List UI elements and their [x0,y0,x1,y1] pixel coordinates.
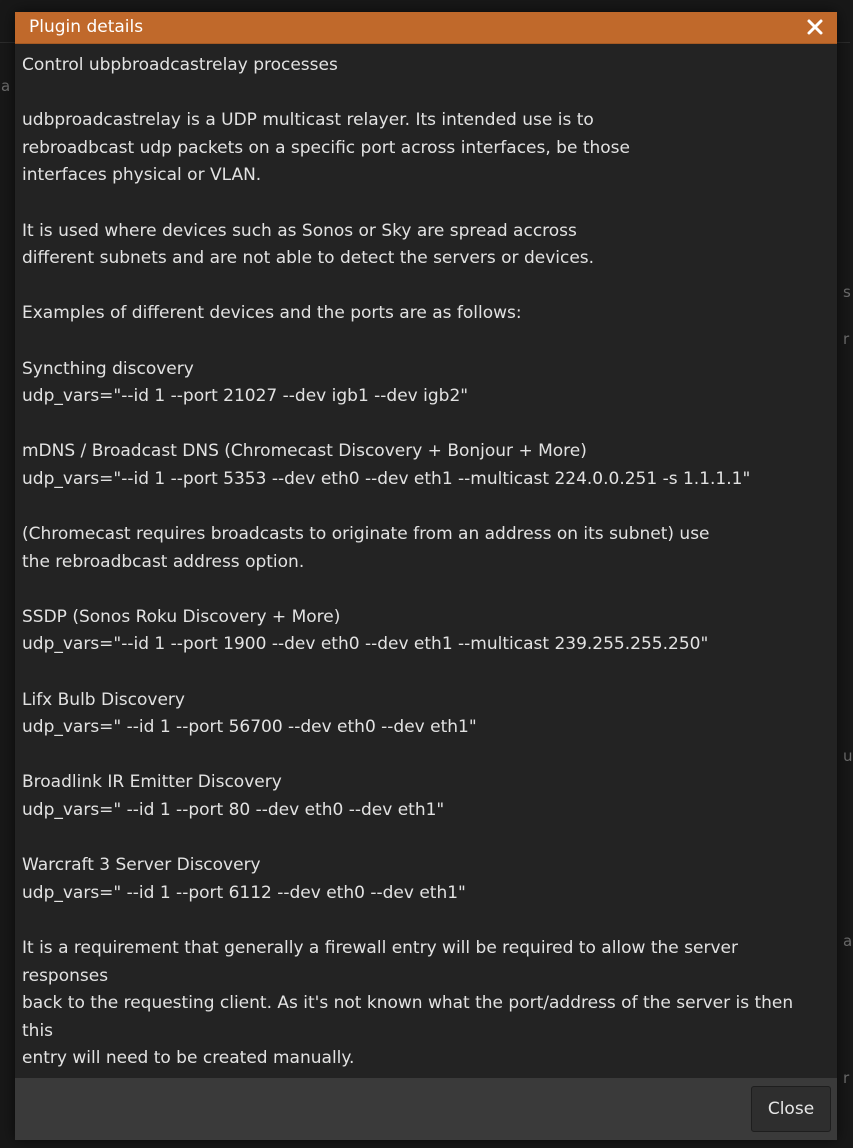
description-line: Control ubpbroadcastrelay processes [22,55,338,75]
close-icon[interactable] [803,15,827,39]
description-line: Lifx Bulb Discovery [22,689,185,710]
description-line: Warcraft 3 Server Discovery [22,855,261,876]
description-line: interfaces physical or VLAN. [22,165,262,186]
dialog-body [15,44,837,1078]
plugin-details-dialog [15,12,837,1140]
description-line: entry will need to be created manually. [22,1048,355,1069]
background-text-fragment: r [843,330,850,348]
description-line: Syncthing discovery [22,358,194,379]
description-line: back to the requesting client. As it's not known what the port/address of the server is then this [22,993,799,1041]
background-text-fragment: a [1,77,11,95]
description-line: udp_vars=" --id 1 --port 80 --dev eth0 --dev eth1" [22,800,445,821]
background-text-fragment: r [843,1069,850,1087]
description-line: rebroadbcast udp packets on a specific port across interfaces, be those [22,137,630,158]
background-text-fragment: s [843,283,851,301]
description-line: It is a requirement that generally a firewall entry will be required to allow the server responses [22,938,744,986]
description-line: (Chromecast requires broadcasts to originate from an address on its subnet) use [22,524,710,545]
background-text-fragment: a [843,932,853,950]
description-line: udp_vars="--id 1 --port 21027 --dev igb1 --dev igb2" [22,386,469,407]
description-line: SSDP (Sonos Roku Discovery + More) [22,606,341,627]
description-line: It is used where devices such as Sonos or Sky are spread accross [22,220,577,241]
description-line: udp_vars="--id 1 --port 5353 --dev eth0 --dev eth1 --multicast 224.0.0.251 -s 1.1.1.1" [22,468,751,489]
background-text-fragment: u [843,747,853,765]
dialog-title: Plugin details [29,17,144,37]
dialog-footer [15,1078,837,1140]
description-line: udp_vars=" --id 1 --port 56700 --dev eth0 --dev eth1" [22,717,477,738]
plugin-description [22,52,812,1128]
close-button[interactable]: Close [751,1086,831,1132]
description-line: udbproadcastrelay is a UDP multicast relayer. Its intended use is to [22,110,594,131]
description-line: mDNS / Broadcast DNS (Chromecast Discovery + Bonjour + More) [22,441,587,462]
description-line: udp_vars=" --id 1 --port 6112 --dev eth0 --dev eth1" [22,882,466,903]
description-line: different subnets and are not able to detect the servers or devices. [22,248,595,269]
dialog-header [15,12,837,44]
description-line: Broadlink IR Emitter Discovery [22,772,282,793]
description-line: the rebroadbcast address option. [22,551,305,572]
description-line: udp_vars="--id 1 --port 1900 --dev eth0 --dev eth1 --multicast 239.255.255.250" [22,634,709,655]
description-line: Examples of different devices and the ports are as follows: [22,303,522,324]
